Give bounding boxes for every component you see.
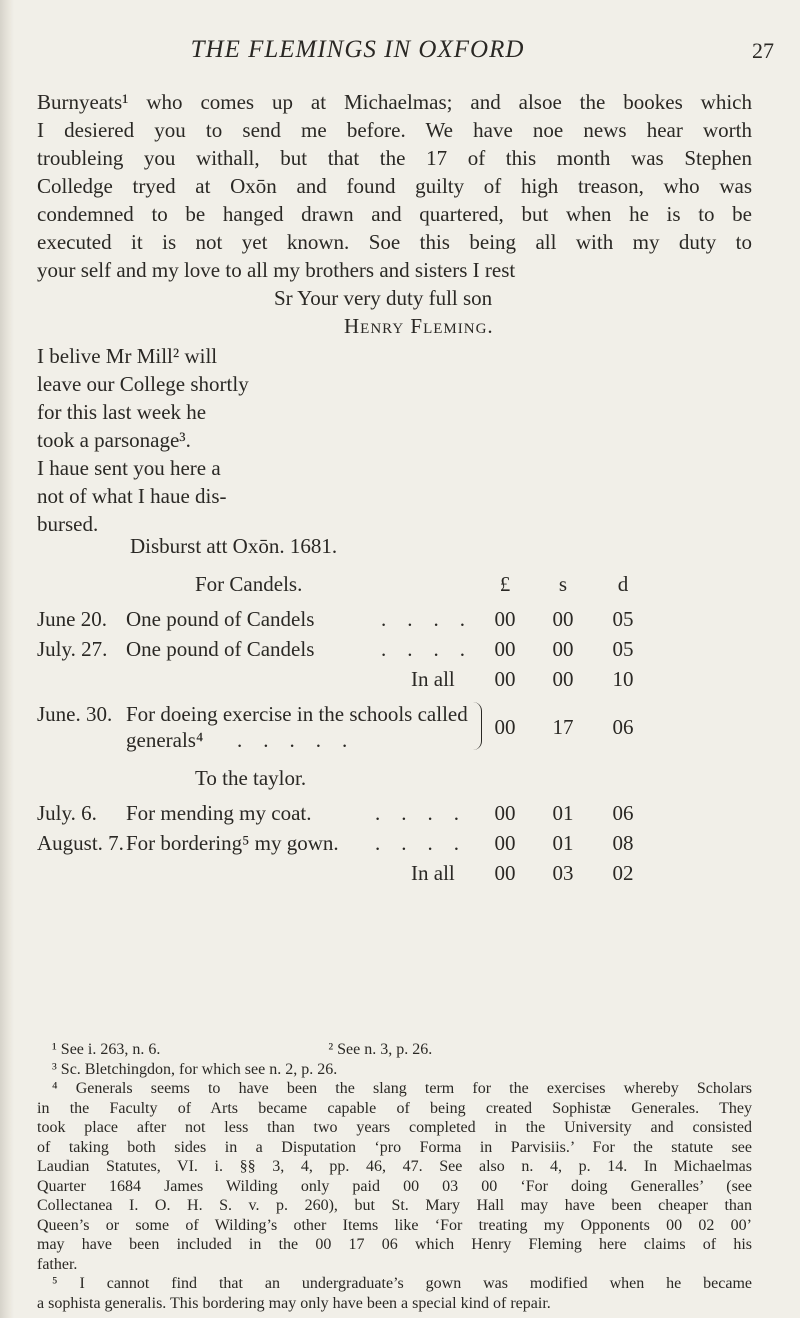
entry-pence: 08	[612, 831, 634, 855]
total-pence: 10	[612, 667, 634, 691]
entry-pounds: 00	[494, 715, 516, 739]
entry-pence: 06	[612, 801, 634, 825]
pounds-header: £	[499, 572, 511, 596]
entry-pence: 05	[612, 607, 634, 631]
letter-closing: Sr Your very duty full son	[274, 286, 493, 310]
footnote-row	[37, 1040, 752, 1060]
footnote-4-line: may have been included in the 00 17 06 which Henry Fleming here claims of his	[37, 1236, 752, 1253]
total-row	[37, 667, 752, 697]
leader-dots: . . . .	[375, 801, 459, 825]
total-pence: 02	[612, 861, 634, 885]
footnote-4-line: Laudian Statutes, VI. i. §§ 3, 4, pp. 46, 47. See also n. 4, p. 14. In Michaelmas	[37, 1158, 752, 1175]
total-row	[37, 861, 752, 891]
letter-line: Colledge tryed at Oxōn and found guilty of high treason, who was	[37, 174, 752, 198]
entry-date: June 20.	[37, 607, 107, 631]
footnote-5-line: a sophista generalis. This bordering may only have been a special kind of repair.	[37, 1294, 551, 1312]
entry-shillings: 01	[552, 831, 574, 855]
brace	[473, 702, 482, 750]
total-label: In all	[411, 667, 455, 691]
table-row	[37, 702, 752, 758]
postscript-line: bursed.	[37, 512, 99, 536]
entry-pence: 06	[612, 715, 634, 739]
section-heading-candels: For Candels.	[195, 572, 303, 596]
page-gutter-shadow	[0, 0, 14, 1318]
footnotes	[37, 1040, 752, 1313]
entry-pence: 05	[612, 637, 634, 661]
table-row	[37, 607, 752, 637]
entry-item-continued: generals⁴	[126, 728, 204, 752]
postscript-line: took a parsonage³.	[37, 428, 191, 452]
footnote-4-line: ⁴ Generals seems to have been the slang term for the exercises whereby Scholars	[52, 1080, 752, 1097]
entry-pounds: 00	[494, 607, 516, 631]
section-heading-taylor: To the taylor.	[195, 766, 307, 790]
shillings-header: s	[558, 572, 568, 596]
entry-date: July. 27.	[37, 637, 108, 661]
footnote-4-line: Queen’s or some of Wilding’s other Items like ‘For treating my Opponents 00 02 00’	[37, 1216, 752, 1234]
entry-shillings: 00	[552, 637, 574, 661]
entry-pounds: 00	[494, 637, 516, 661]
footnote-4-line: took place after not less than two years completed in the University and consisted	[37, 1119, 752, 1136]
running-title: THE FLEMINGS IN OXFORD	[190, 36, 525, 63]
letter-signature: Henry Fleming.	[344, 314, 494, 338]
entry-date: August. 7.	[37, 831, 124, 855]
section-heading-row	[37, 766, 752, 796]
entry-item: One pound of Candels	[126, 607, 315, 631]
table-row	[37, 831, 752, 861]
footnote-5-line: ⁵ I cannot find that an undergraduate’s gown was modified when he became	[52, 1275, 752, 1292]
footnote-4-line: Collectanea I. O. H. S. v. p. 260), but St. Mary Hall may have been cheaper than	[37, 1197, 752, 1214]
entry-item: For mending my coat.	[126, 801, 312, 825]
footnote-4-line: in the Faculty of Arts became capable of being created Sophistæ Generales. They	[37, 1099, 752, 1117]
total-pounds: 00	[494, 667, 516, 691]
table-row	[37, 801, 752, 831]
letter-line: Burnyeats¹ who comes up at Michaelmas; and alsoe the bookes which	[37, 90, 752, 114]
total-shillings: 00	[552, 667, 574, 691]
postscript-line: leave our College shortly	[37, 372, 249, 396]
footnote-4-line: Quarter 1684 James Wilding only paid 00 03 00 ‘For doing Generalles’ (see	[37, 1177, 752, 1195]
entry-pounds: 00	[494, 801, 516, 825]
entry-shillings: 01	[552, 801, 574, 825]
entry-pounds: 00	[494, 831, 516, 855]
leader-dots: . . . .	[375, 831, 459, 855]
letter-body	[37, 88, 752, 538]
footnote-4-line: of taking both sides in a Disputation ‘pro Forma in Parvisiis.’ For the statute see	[37, 1138, 752, 1156]
entry-item: For doeing exercise in the schools called	[126, 702, 468, 726]
page-number: 27	[752, 38, 774, 63]
letter-line: your self and my love to all my brothers and sisters I rest	[37, 258, 516, 282]
postscript	[37, 342, 752, 538]
letter-line: condemned to be hanged drawn and quartered, but when he is to be	[37, 202, 752, 226]
letter-line: I desiered you to send me before. We have noe news hear worth	[37, 118, 752, 142]
entry-date: June. 30.	[37, 702, 113, 726]
leader-dots: . . . . .	[237, 728, 348, 752]
currency-header-row	[37, 572, 752, 602]
total-pounds: 00	[494, 861, 516, 885]
letter-signature-block	[37, 284, 752, 342]
pence-header: d	[617, 572, 629, 596]
page-header	[0, 36, 800, 76]
entry-item: For bordering⁵ my gown.	[126, 831, 339, 855]
letter-line: executed it is not yet known. Soe this being all with my duty to	[37, 230, 752, 254]
entry-shillings: 00	[552, 607, 574, 631]
postscript-line: for this last week he	[37, 400, 207, 424]
total-shillings: 03	[552, 861, 574, 885]
footnote-4-line: father.	[37, 1255, 78, 1273]
entry-shillings: 17	[552, 715, 574, 739]
postscript-line: I belive Mr Mill² will	[37, 344, 218, 368]
accounts-title: Disburst att Oxōn. 1681.	[130, 534, 338, 558]
table-row	[37, 637, 752, 667]
entry-item: One pound of Candels	[126, 637, 315, 661]
footnote-2: ² See n. 3, p. 26.	[328, 1041, 433, 1058]
footnote-3: ³ Sc. Bletchingdon, for which see n. 2, p. 26.	[52, 1060, 338, 1078]
leader-dots: . . . .	[381, 607, 465, 631]
postscript-line: I haue sent you here a	[37, 456, 221, 480]
postscript-line: not of what I haue dis-	[37, 484, 227, 508]
leader-dots: . . . .	[381, 637, 465, 661]
footnote-1: ¹ See i. 263, n. 6.	[52, 1041, 161, 1058]
letter-line: troubleing you withall, but that the 17 of this month was Stephen	[37, 146, 752, 170]
entry-date: July. 6.	[37, 801, 97, 825]
total-label: In all	[411, 861, 455, 885]
